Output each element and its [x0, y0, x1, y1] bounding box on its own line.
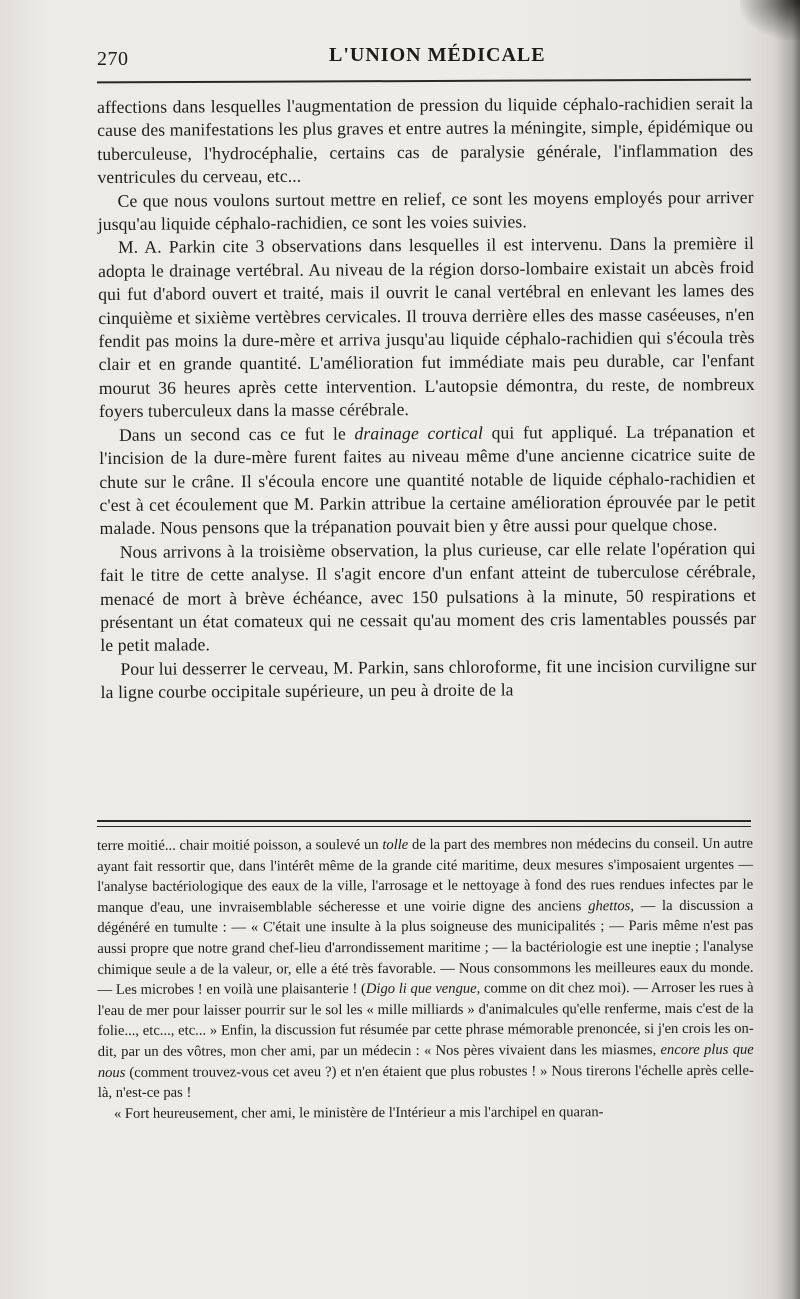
body-paragraph: [99, 420, 756, 541]
binding-shadow: [774, 0, 800, 1299]
text-run: Nous arrivons à la troisième observation, la plus curieuse, car elle relate l'opération qui fait le titre de cette analyse. Il s'agit encore d'un enfant atteint de tuberculose cérébrale, menacé de mort à brève échéance, avec 150 pulsations à la minute, 50 respirations et présentant un état comateux qui ne cessait qu'au moment des cris lamentables poussés par le petit malade.: [99, 537, 757, 656]
corner-shadow: [740, 0, 800, 40]
text-run: « Fort heureusement, cher ami, le ministère de l'Intérieur a mis l'archipel en quaran-: [113, 1103, 604, 1122]
body-paragraph: [97, 92, 754, 190]
text-run: qui fut appliqué. La trépanation et l'incision de la dure-mère furent faites au niveau même d'une ancienne cicatrice suite de chute sur le crâne. Il s'écoula encore une quantité notable de liquide céphalo-rachidien et c'est à cet écoulement que M. Parkin attribue la certaine amélioration éprouvée par le petit malade. Nous pensons que la trépanation pouvait bien y être aussi pour quelque chose.: [99, 420, 756, 539]
footnote: [97, 834, 754, 1125]
text-run: , comme on dit chez moi). — Arroser les rues à l'eau de mer pour laisser pourrir sur le sol les « mille milliards » d'animalcules qu'elle renferme, mais c'est de la folie..., etc..., etc... » Enfin, la discussion fut résumée par cette phrase mémorable prenoncée, si j'en crois les on-dit, par un des vôtres, mon cher ami, par un médecin : « Nos pères vivaient dans les miasmes,: [97, 979, 754, 1060]
text-run: affections dans lesquelles l'augmentation de pression du liquide céphalo-rachidien serait la cause des manifestations les plus graves et entre autres la méningite, simple, épidémique ou tuberculeuse, l'hydrocéphalie, certains cas de paralysie générale, l'inflammation des ventricules du cerveau, etc...: [97, 92, 754, 188]
italic-text: encore plus que nous: [97, 1041, 754, 1081]
body-paragraph: [100, 537, 757, 658]
text-run: , — la discussion a dégénéré en tumulte : — « C'était une insulte à la plus soigneuse des municipalités ; — Paris même n'est pas aussi propre que notre grand chef-lieu d'arrondissement maritime ; — la bactériologie est une ineptie ; l'analyse chimique seule a de la valeur, or, elle a été très favorable. — Nous consommons les meilleures eaux du monde. — Les microbes ! en voilà une plaisanterie ! (: [97, 897, 754, 999]
text-run: Ce que nous voulons surtout mettre en relief, ce sont les moyens employés pour arriver jusqu'au liquide céphalo-rachidien, ce sont les voies suivies.: [97, 186, 754, 235]
text-run: (comment trouvez-vous cet aveu ?) et n'en étaient que plus robustes ! » Nous tirerons l'échelle après celle-là, n'est-ce pas !: [97, 1062, 754, 1102]
footnote-separator: [97, 820, 751, 827]
italic-text: drainage cortical: [354, 422, 484, 444]
footnote-paragraph: [98, 1101, 754, 1124]
body-paragraph: [100, 654, 756, 705]
italic-text: ghettos: [588, 897, 631, 915]
page-header: [97, 44, 757, 74]
page-number: 270: [97, 48, 129, 70]
text-run: M. A. Parkin cite 3 observations dans lesquelles il est intervenu. Dans la première il adopta le drainage vertébral. Au niveau de la région dorso-lombaire existait un abcès froid qui fut d'abord ouvert et traité, mais il ouvrit le canal vertébral en enlevant les lames des cinquième et sixième vertèbres cervicales. Il trouva derrière elles des masse caséeuses, n'en fendit pas moins la dure-mère et arriva jusqu'au liquide céphalo-rachidien qui s'écoula très clair et en grande quantité. L'amélioration fut immédiate mais peu durable, car l'enfant mourut 36 heures après cette intervention. L'autopsie démontra, du reste, de nombreux foyers tuberculeux dans la masse cérébrale.: [98, 233, 755, 422]
header-rule: [97, 79, 751, 84]
running-title: L'UNION MÉDICALE: [329, 44, 546, 66]
text-run: Dans un second cas ce fut le: [119, 423, 355, 445]
text-run: terre moitié... chair moitié poisson, a soulevé un: [97, 837, 383, 854]
main-text: [97, 92, 757, 705]
body-paragraph: [98, 186, 754, 237]
text-run: de la part des membres non médecins du conseil. Un autre ayant fait ressortir que, dans l'intérêt même de la grande cité maritime, deux mesures s'imposaient urgentes — l'analyse bactériologique des eaux de la ville, l'arrosage et le nettoyage à fond des rues rendues infectes par le manque d'eau, une invraisemblable sécheresse et une voirie digne des anciens: [97, 835, 754, 916]
text-run: Pour lui desserrer le cerveau, M. Parkin, sans chloroforme, fit une incision curviligne sur la ligne courbe occipitale supérieure, un peu à droite de la: [100, 654, 757, 703]
footnote-paragraph: [97, 834, 754, 1104]
body-paragraph: [98, 232, 755, 423]
italic-text: Digo li que vengue: [365, 980, 477, 998]
italic-text: tolle: [382, 836, 409, 854]
